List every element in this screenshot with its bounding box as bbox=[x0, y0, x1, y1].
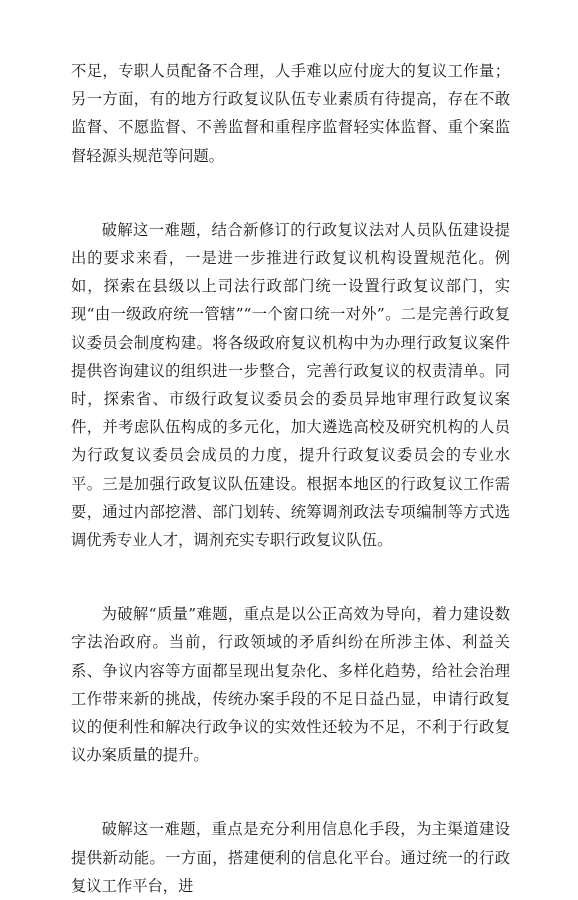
paragraph-4: 破解这一难题，重点是充分利用信息化手段，为主渠道建设提供新动能。一方面，搭建便利的信息化平台。通过统一的行政复议工作平台，进 bbox=[71, 820, 510, 895]
paragraph-1: 不足，专职人员配备不合理，人手难以应付庞大的复议工作量；另一方面，有的地方行政复议队伍专业素质有待提高，存在不敢监督、不愿监督、不善监督和重程序监督轻实体监督、重个案监督轻源头规范等问题。 bbox=[71, 62, 510, 165]
paragraph-3: 为破解“质量”难题，重点是以公正高效为导向，着力建设数字法治政府。当前，行政领域的矛盾纠纷在所涉主体、利益关系、争议内容等方面都呈现出复杂化、多样化趋势，给社会治理工作带来新的挑战，传统办案手段的不足日益凸显，申请行政复议的便利性和解决行政争议的实效性还较为不足，不利于行政复议办案质量的提升。 bbox=[71, 605, 510, 765]
paragraph-2: 破解这一难题，结合新修订的行政复议法对人员队伍建设提出的要求来看，一是进一步推进行政复议机构设置规范化。例如，探索在县级以上司法行政部门统一设置行政复议部门，实现“由一级政府统一管辖”“一个窗口统一对外”。二是完善行政复议委员会制度构建。将各级政府复议机构中为办理行政复议案件提供咨询建议的组织进一步整合，完善行政复议的权责清单。同时，探索省、市级行政复议委员会的委员异地审理行政复议案件，并考虑队伍构成的多元化，加大遴选高校及研究机构的人员为行政复议委员会成员的力度，提升行政复议委员会的专业水平。三是加强行政复议队伍建设。根据本地区的行政复议工作需要，通过内部挖潜、部门划转、统筹调剂政法专项编制等方式选调优秀专业人才，调剂充实专职行政复议队伍。 bbox=[71, 220, 510, 550]
